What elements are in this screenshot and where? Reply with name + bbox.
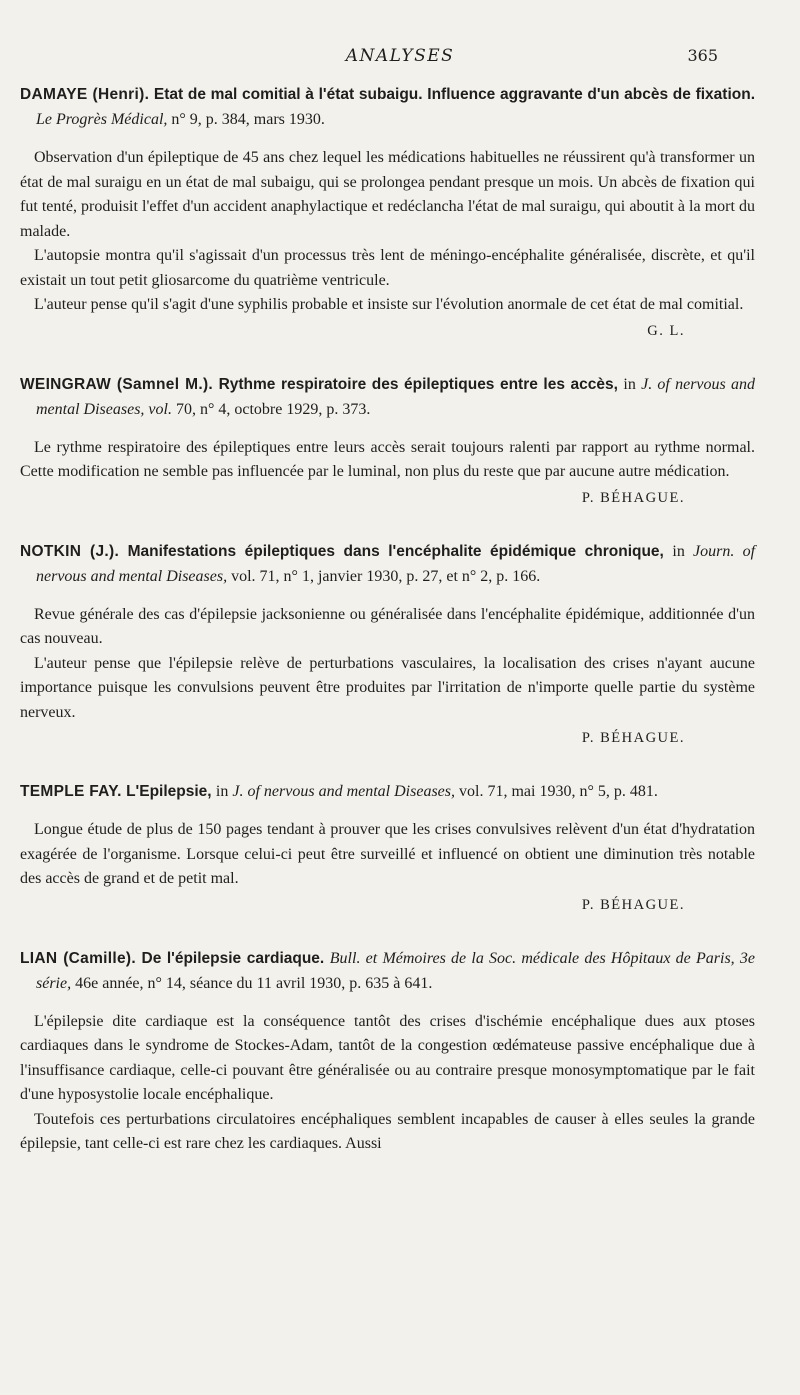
review-entry — [20, 539, 755, 750]
entry-paragraph: L'épilepsie dite cardiaque est la conséquence tantôt des crises d'ischémie encéphalique dues aux ptoses cardiaques dans le syndrome de Stockes-Adam, tantôt de la congestion œdémateuse passive encéphalique due à l'insuffisance cardiaque, celle-ci pouvant être généralisée ou au contraire presque monosymptomatique par le fait d'une hyposystolie locale encéphalique. — [20, 1012, 755, 1103]
entry-citation: vol. 71, mai 1930, n° 5, p. 481. — [459, 783, 658, 800]
entry-heading — [20, 779, 755, 804]
entry-citation: n° 9, p. 384, mars 1930. — [171, 111, 325, 128]
entry-paragraph: L'auteur pense qu'il s'agit d'une syphilis probable et insiste sur l'évolution anormale de cet état de mal comitial. — [34, 296, 744, 313]
entry-signature: P. BÉHAGUE. — [581, 730, 685, 746]
entry-author: WEINGRAW (Samnel M.). — [20, 375, 214, 393]
running-head — [0, 44, 800, 68]
entry-heading — [20, 82, 755, 132]
entry-author: NOTKIN (J.). — [20, 542, 120, 560]
entry-signature: P. BÉHAGUE. — [581, 489, 685, 506]
entry-title: Etat de mal comitial à l'état subaigu. Influence aggravante d'un abcès de fixation. — [153, 86, 755, 103]
review-entry — [20, 82, 755, 342]
review-entry — [20, 779, 755, 916]
entry-journal: J. of nervous and mental Diseases, — [232, 783, 456, 800]
entry-citation-prefix: in — [215, 783, 229, 800]
running-title: ANALYSES — [345, 46, 455, 66]
entry-author: DAMAYE (Henri). — [20, 86, 150, 103]
entry-heading — [20, 946, 755, 996]
entry-author: LIAN (Camille). — [20, 949, 136, 967]
entry-heading — [20, 539, 755, 589]
entry-author: TEMPLE FAY. — [20, 783, 122, 800]
entry-citation: vol. 71, n° 1, janvier 1930, p. 27, et n° 2, p. 166. — [231, 567, 541, 585]
entry-paragraph: L'autopsie montra qu'il s'agissait d'un processus très lent de méningo-encéphalite généralisée, discrète, et qu'il existait un tout petit gliosarcome du quatrième ventricule. — [20, 247, 755, 289]
entry-paragraph: Revue générale des cas d'épilepsie jacksonienne ou généralisée dans l'encéphalite épidémique, additionnée d'un cas nouveau. — [20, 605, 755, 647]
entry-title: Manifestations épileptiques dans l'encéphalite épidémique chronique, — [127, 542, 664, 560]
page-number: 365 — [687, 46, 718, 65]
entry-signature: G. L. — [647, 322, 685, 339]
entry-citation: 70, n° 4, octobre 1929, p. 373. — [175, 400, 371, 418]
entry-title: De l'épilepsie cardiaque. — [141, 949, 325, 967]
entry-citation: 46e année, n° 14, séance du 11 avril 1930, p. 635 à 641. — [75, 974, 433, 992]
entry-title: L'Epilepsie, — [126, 783, 212, 800]
entry-paragraph: Observation d'un épileptique de 45 ans chez lequel les médications habituelles ne réussirent qu'à transformer un état de mal suraigu en un état de mal subaigu, qui se prolongea pendant presque un mois. Un abcès de fixation qui fut tenté, produisit l'effet d'un accident anaphylactique et redéclancha l'état de mal suraigu, qui aboutit à la mort du malade. — [20, 149, 755, 240]
entry-citation-prefix: in — [623, 375, 636, 393]
review-entry — [20, 372, 755, 509]
entry-title: Rythme respiratoire des épileptiques entre les accès, — [218, 375, 618, 393]
article-column — [20, 82, 755, 1187]
entry-paragraph: Longue étude de plus de 150 pages tendant à prouver que les crises convulsives relèvent d'un état d'hydratation exagérée de l'organisme. Lorsque celui-ci peut être surveillé et influencé on obtient une diminution très notable des accès de grand et de petit mal. — [20, 821, 755, 887]
entry-citation-prefix: in — [672, 542, 685, 560]
entry-signature: P. BÉHAGUE. — [581, 896, 685, 913]
entry-journal: Journ. of nervous and mental Diseases, — [36, 542, 756, 585]
entry-paragraph: Toutefois ces perturbations circulatoires encéphaliques semblent incapables de causer à elles seules la grande épilepsie, tant celle-ci est rare chez les cardiaques. Aussi — [20, 1110, 755, 1152]
entry-journal: Le Progrès Médical, — [36, 111, 168, 128]
entry-paragraph: L'auteur pense que l'épilepsie relève de perturbations vasculaires, la localisation des crises n'ayant aucune importance puisque les convulsions peuvent être produites par l'irritation de n'importe quelle partie du système nerveux. — [20, 654, 755, 721]
review-entry — [20, 946, 755, 1157]
entry-journal: Bull. et Mémoires de la Soc. médicale des Hôpitaux de Paris, 3e série, — [36, 949, 756, 992]
entry-heading — [20, 372, 755, 422]
entry-journal: J. of nervous and mental Diseases, vol. — [36, 375, 755, 418]
entry-paragraph: Le rythme respiratoire des épileptiques entre leurs accès serait toujours ralenti par rapport au rythme normal. Cette modification ne semble pas influencée par le luminal, non plus du reste que par aucune autre médication. — [20, 438, 755, 480]
